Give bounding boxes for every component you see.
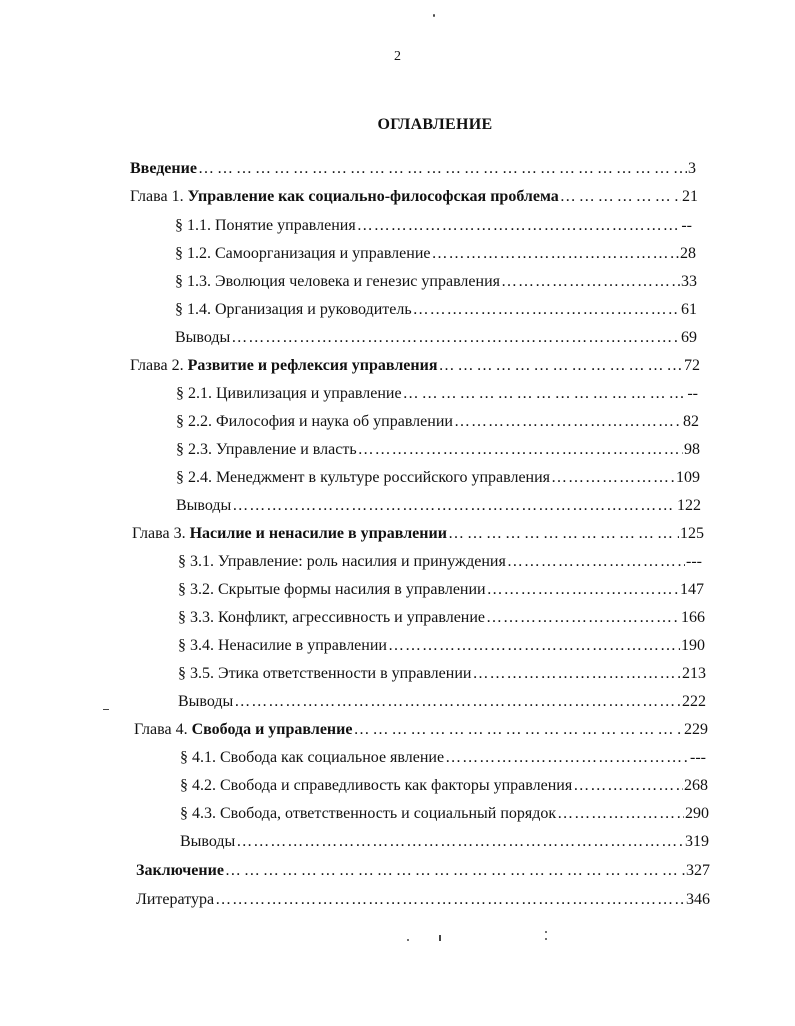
toc-entry-title: § 2.4. Менеджмент в культуре российского управления (176, 469, 551, 486)
toc-entry-page: 98 (684, 441, 700, 458)
dot-leader (454, 411, 682, 433)
dot-leader (231, 327, 680, 349)
scan-speck (407, 939, 409, 941)
toc-entry-title: § 4.1. Свобода как социальное явление (180, 749, 445, 766)
toc-entry-section-4-1[interactable] (180, 747, 706, 769)
toc-entry-title: § 3.1. Управление: роль насилия и принуждения (178, 553, 506, 570)
toc-entry-page: 319 (685, 833, 709, 850)
toc-entry-title: Литература (136, 891, 215, 908)
page-number: 2 (394, 49, 401, 64)
toc-entry-section-2-3[interactable] (176, 439, 700, 461)
toc-entry-title: § 1.1. Понятие управления (175, 217, 356, 234)
dot-leader (388, 635, 680, 657)
toc-entry-title: § 3.4. Ненасилие в управлении (178, 637, 387, 654)
toc-entry-page: 69 (681, 329, 697, 346)
dot-leader (445, 747, 689, 769)
dot-leader (551, 467, 675, 489)
toc-entry-page: 72 (684, 357, 700, 374)
toc-entry-title: § 1.4. Организация и руководитель (175, 301, 412, 318)
dot-leader (472, 663, 681, 685)
toc-entry-title: Выводы (178, 693, 234, 710)
toc-entry-section-3-4[interactable] (178, 635, 705, 657)
toc-entry-title: § 3.5. Этика ответственности в управлении (178, 665, 472, 682)
toc-entry-chapter-2[interactable]: Глава 2. Развитие и рефлексия управления …………………………………………………………………………………………………………………………………………………… 72 (130, 355, 700, 377)
toc-entry-page: 166 (681, 609, 705, 626)
toc-entry-section-1-1[interactable] (175, 215, 692, 237)
dot-leader (357, 215, 681, 237)
toc-entry-page: 33 (681, 273, 697, 290)
toc-entry-title: § 2.2. Философия и наука об управлении (176, 413, 453, 430)
toc-entry-page: -- (681, 217, 692, 234)
toc-entry-title: Насилие и ненасилие в управлении (189, 525, 447, 542)
toc-entry-conclusion[interactable] (136, 860, 710, 882)
toc-entry-page: 21 (682, 188, 698, 205)
toc-entry-section-2-1[interactable] (176, 383, 698, 405)
toc-entry-title: § 4.2. Свобода и справедливость как факторы управления (180, 777, 573, 794)
toc-entry-section-1-3[interactable] (175, 271, 697, 293)
dot-leader (236, 831, 684, 853)
toc-entry-chapter-1[interactable]: Глава 1. Управление как социально-философская проблема …………………………………………………………………………………………………………………………………………………… 21 (130, 186, 698, 208)
dot-leader (486, 607, 680, 629)
toc-entry-section-3-5[interactable] (178, 663, 706, 685)
dot-leader (225, 860, 685, 882)
toc-entry-references[interactable] (136, 889, 710, 911)
toc-entry-title: Выводы (180, 833, 236, 850)
toc-entry-chapter-4[interactable]: Глава 4. Свобода и управление …………………………………………………………………………………………………………………………………………………… 229 (134, 719, 708, 741)
toc-entry-title: Управление как социально-философская проблема (187, 188, 559, 205)
toc-entry-title: Выводы (176, 497, 232, 514)
dot-leader (439, 355, 684, 377)
dot-leader (215, 889, 685, 911)
toc-entry-title: Введение (130, 160, 197, 177)
toc-entry-page: 213 (682, 665, 706, 682)
dot-leader (232, 495, 676, 517)
toc-entry-section-3-3[interactable] (178, 607, 705, 629)
toc-entry-section-2-4[interactable] (176, 467, 700, 489)
toc-entry-page: --- (690, 749, 706, 766)
toc-entry-page: 327 (686, 862, 710, 879)
toc-entry-title: § 1.2. Самоорганизация и управление (175, 245, 431, 262)
toc-entry-title: § 1.3. Эволюция человека и генезис управления (175, 273, 500, 290)
toc-entry-page: 122 (677, 497, 701, 514)
scan-speck (433, 14, 435, 17)
dot-leader (198, 158, 687, 180)
toc-entry-page: 268 (684, 777, 708, 794)
dot-leader (403, 383, 687, 405)
toc-entry-title: § 2.3. Управление и власть (176, 441, 357, 458)
toc-entry-page: 125 (680, 525, 704, 542)
dot-leader (353, 719, 683, 741)
toc-entry-page: 147 (680, 581, 704, 598)
toc-entry-page: 222 (682, 693, 706, 710)
dot-leader (413, 299, 680, 321)
dot-leader (487, 579, 679, 601)
toc-entry-page: 229 (684, 721, 708, 738)
toc-entry-introduction[interactable] (130, 158, 696, 180)
dot-leader (560, 186, 681, 208)
dot-leader (448, 523, 679, 545)
toc-entry-page: 190 (681, 637, 705, 654)
toc-entry-section-2-2[interactable] (176, 411, 699, 433)
toc-entry-page: 290 (685, 805, 709, 822)
toc-entry-section-1-4[interactable] (175, 299, 697, 321)
scan-speck (103, 709, 109, 710)
dot-leader (431, 243, 679, 265)
toc-entry-page: 3 (688, 160, 696, 177)
toc-entry-title: Развитие и рефлексия управления (187, 357, 438, 374)
toc-entry-conclusions-1[interactable] (175, 327, 697, 349)
scan-speck (545, 938, 547, 940)
toc-entry-page: 346 (686, 891, 710, 908)
dot-leader (573, 775, 683, 797)
toc-entry-title: Свобода и управление (191, 721, 353, 738)
toc-entry-page: 109 (676, 469, 700, 486)
toc-entry-page: 61 (681, 301, 697, 318)
toc-entry-chapter-3[interactable]: Глава 3. Насилие и ненасилие в управлении …………………………………………………………………………………………………………………………………………………… 125 (132, 523, 704, 545)
toc-entry-section-4-3[interactable] (180, 803, 709, 825)
toc-entry-title: § 2.1. Цивилизация и управление (176, 385, 402, 402)
toc-entry-title: § 3.2. Скрытые формы насилия в управлении (178, 581, 486, 598)
dot-leader (358, 439, 683, 461)
toc-entry-title: Заключение (136, 862, 224, 879)
toc-entry-page: 82 (683, 413, 699, 430)
toc-title: ОГЛАВЛЕНИЕ (377, 116, 493, 133)
toc-entry-section-3-1[interactable] (178, 551, 702, 573)
dot-leader (501, 271, 680, 293)
toc-entry-conclusions-4[interactable] (180, 831, 709, 853)
toc-entry-section-4-2[interactable] (180, 775, 708, 797)
toc-entry-page: --- (686, 553, 702, 570)
toc-entry-section-1-2[interactable] (175, 243, 696, 265)
toc-entry-title: § 3.3. Конфликт, агрессивность и управление (178, 609, 486, 626)
dot-leader (234, 691, 681, 713)
toc-entry-conclusions-3[interactable] (178, 691, 706, 713)
toc-entry-page: 28 (680, 245, 696, 262)
scan-speck (545, 931, 547, 933)
dot-leader (557, 803, 684, 825)
toc-entry-title: Выводы (175, 329, 231, 346)
toc-entry-conclusions-2[interactable] (176, 495, 701, 517)
toc-entry-section-3-2[interactable] (178, 579, 704, 601)
toc-entry-title: § 4.3. Свобода, ответственность и социальный порядок (180, 805, 557, 822)
dot-leader (507, 551, 685, 573)
scan-speck (439, 935, 441, 941)
toc-entry-page: -- (687, 385, 698, 402)
